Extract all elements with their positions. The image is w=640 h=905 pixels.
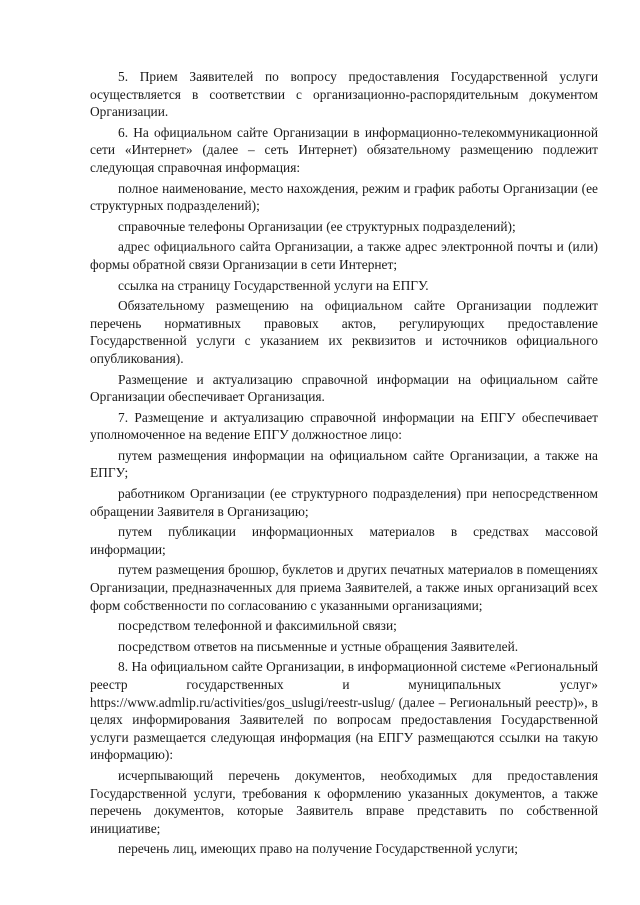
list-item-documents: исчерпывающий перечень документов, необходимых для предоставления Государственной услуги, требования к оформлению указанных документов, а также перечень документов, которые Заявитель вправе представить по собственной инициативе;	[90, 767, 598, 836]
document-page	[90, 68, 598, 858]
list-item-written-replies: посредством ответов на письменные и устные обращения Заявителей.	[118, 638, 519, 654]
list-item-full-name: полное наименование, место нахождения, режим и график работы Организации (ее структурных подразделений);	[90, 180, 598, 214]
list-item-phone-fax: посредством телефонной и факсимильной связи;	[118, 618, 397, 634]
list-item-epgu-link: ссылка на страницу Государственной услуги на ЕПГУ.	[118, 277, 429, 293]
list-item-site-placement: путем размещения информации на официальном сайте Организации, а также на ЕПГУ;	[90, 447, 598, 481]
list-item-direct-contact: работником Организации (ее структурного подразделения) при непосредственном обращении Заявителя в Организацию;	[90, 486, 598, 519]
list-item-phones: справочные телефоны Организации (ее структурных подразделений);	[118, 218, 516, 234]
paragraph-legal-acts: Обязательному размещению на официальном сайте Организации подлежит перечень нормативных правовых актов, регулирующих предоставление Государственной услуги с указанием их реквизитов и источников официального опубликования).	[90, 298, 598, 366]
paragraph-7: 7. Размещение и актуализацию справочной информации на ЕПГУ обеспечивает уполномоченное на ведение ЕПГУ должностное лицо:	[90, 409, 598, 443]
list-item-eligible-persons: перечень лиц, имеющих право на получение Государственной услуги;	[118, 841, 519, 857]
paragraph-5: 5. Прием Заявителей по вопросу предоставления Государственной услуги осуществляется в соответствии с организационно-распорядительным документом Организации.	[90, 69, 598, 120]
paragraph-actualization: Размещение и актуализацию справочной информации на официальном сайте Организации обеспечивает Организация.	[90, 371, 598, 405]
list-item-brochures: путем размещения брошюр, буклетов и других печатных материалов в помещениях Организации, предназначенных для приема Заявителей, а также иных организаций всех форм собственности по согласованию с указанными организациями;	[90, 562, 598, 613]
list-item-mass-media: путем публикации информационных материалов в средствах массовой информации;	[90, 524, 598, 557]
list-item-website: адрес официального сайта Организации, а также адрес электронной почты и (или) формы обратной связи Организации в сети Интернет;	[90, 239, 598, 272]
paragraph-6: 6. На официальном сайте Организации в информационно-телекоммуникационной сети «Интернет» (далее – сеть Интернет) обязательному размещению подлежит следующая справочная информация:	[90, 124, 598, 175]
paragraph-8: 8. На официальном сайте Организации, в информационной системе «Региональный реестр государственных и муниципальных услуг» https://www.admlip.ru/activities/gos_uslugi/reestr-uslug/ (далее – Региональный реестр)», в целях информирования Заявителей по вопросам предоставления Государственной услуги размещается следующая информация (на ЕПГУ размещаются ссылки на такую информацию):	[90, 659, 598, 763]
